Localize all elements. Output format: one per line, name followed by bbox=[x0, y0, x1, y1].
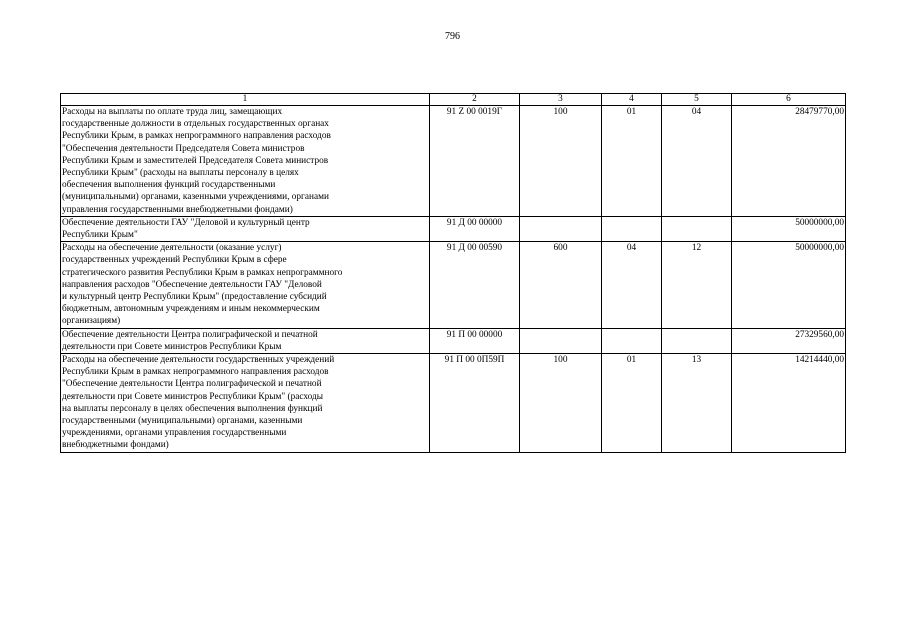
row-col4: 01 bbox=[602, 106, 662, 217]
row-description: Расходы на обеспечение деятельности государственных учреждений Республики Крым в рамках непрограммного направления расходов "Обеспечение деятельности Центра полиграфической и печатной деятельности при Совете министров Республики Крым" (расходы на выплаты персоналу в целях обеспечения выполнения функций государственными (муниципальными) органами, казенными учреждениями, органами управления государственными внебюджетными фондами) bbox=[61, 354, 430, 453]
row-description: Обеспечение деятельности ГАУ "Деловой и культурный центр Республики Крым" bbox=[61, 216, 430, 241]
row-description: Расходы на выплаты по оплате труда лиц, замещающих государственные должности в отдельных государственных органах Республики Крым, в рамках непрограммного направления расходов "Обеспечения деятельности Председателя Совета министров Республики Крым и заместителей Председателя Совета министров Республики Крым" (расходы на выплаты персоналу в целях обеспечения выполнения функций государственными (муниципальными) органами, казенными учреждениями, органами управления государственными внебюджетными фондами) bbox=[61, 106, 430, 217]
row-code: 91 Z 00 0019Г bbox=[430, 106, 520, 217]
row-col5 bbox=[662, 328, 732, 353]
header-row bbox=[61, 94, 846, 106]
row-col3: 100 bbox=[520, 354, 602, 453]
table-row bbox=[61, 328, 846, 353]
column-header-3: 3 bbox=[520, 94, 602, 106]
row-code: 91 Д 00 00000 bbox=[430, 216, 520, 241]
table-row bbox=[61, 354, 846, 453]
column-header-6: 6 bbox=[732, 94, 846, 106]
column-header-1: 1 bbox=[61, 94, 430, 106]
page-number: 796 bbox=[445, 31, 460, 42]
row-amount: 14214440,00 bbox=[732, 354, 846, 453]
row-code: 91 Д 00 00590 bbox=[430, 242, 520, 328]
row-col4 bbox=[602, 216, 662, 241]
row-col3: 100 bbox=[520, 106, 602, 217]
table-row bbox=[61, 242, 846, 328]
row-code: 91 П 00 0П59П bbox=[430, 354, 520, 453]
row-col5 bbox=[662, 216, 732, 241]
column-header-4: 4 bbox=[602, 94, 662, 106]
row-col5: 04 bbox=[662, 106, 732, 217]
column-header-5: 5 bbox=[662, 94, 732, 106]
row-code: 91 П 00 00000 bbox=[430, 328, 520, 353]
row-amount: 27329560,00 bbox=[732, 328, 846, 353]
row-col3 bbox=[520, 216, 602, 241]
row-col5: 13 bbox=[662, 354, 732, 453]
row-col4: 04 bbox=[602, 242, 662, 328]
table-row bbox=[61, 216, 846, 241]
column-header-2: 2 bbox=[430, 94, 520, 106]
row-amount: 50000000,00 bbox=[732, 242, 846, 328]
row-description: Расходы на обеспечение деятельности (оказание услуг) государственных учреждений Республики Крым в сфере стратегического развития Республики Крым в рамках непрограммного направления расходов "Обеспечение деятельности ГАУ "Деловой и культурный центр Республики Крым" (предоставление субсидий бюджетным, автономным учреждениям и иным некоммерческим организациям) bbox=[61, 242, 430, 328]
row-col3: 600 bbox=[520, 242, 602, 328]
row-amount: 28479770,00 bbox=[732, 106, 846, 217]
row-col4 bbox=[602, 328, 662, 353]
row-col5: 12 bbox=[662, 242, 732, 328]
row-amount: 50000000,00 bbox=[732, 216, 846, 241]
budget-table bbox=[60, 93, 846, 453]
row-col3 bbox=[520, 328, 602, 353]
row-description: Обеспечение деятельности Центра полиграфической и печатной деятельности при Совете министров Республики Крым bbox=[61, 328, 430, 353]
table-row bbox=[61, 106, 846, 217]
row-col4: 01 bbox=[602, 354, 662, 453]
